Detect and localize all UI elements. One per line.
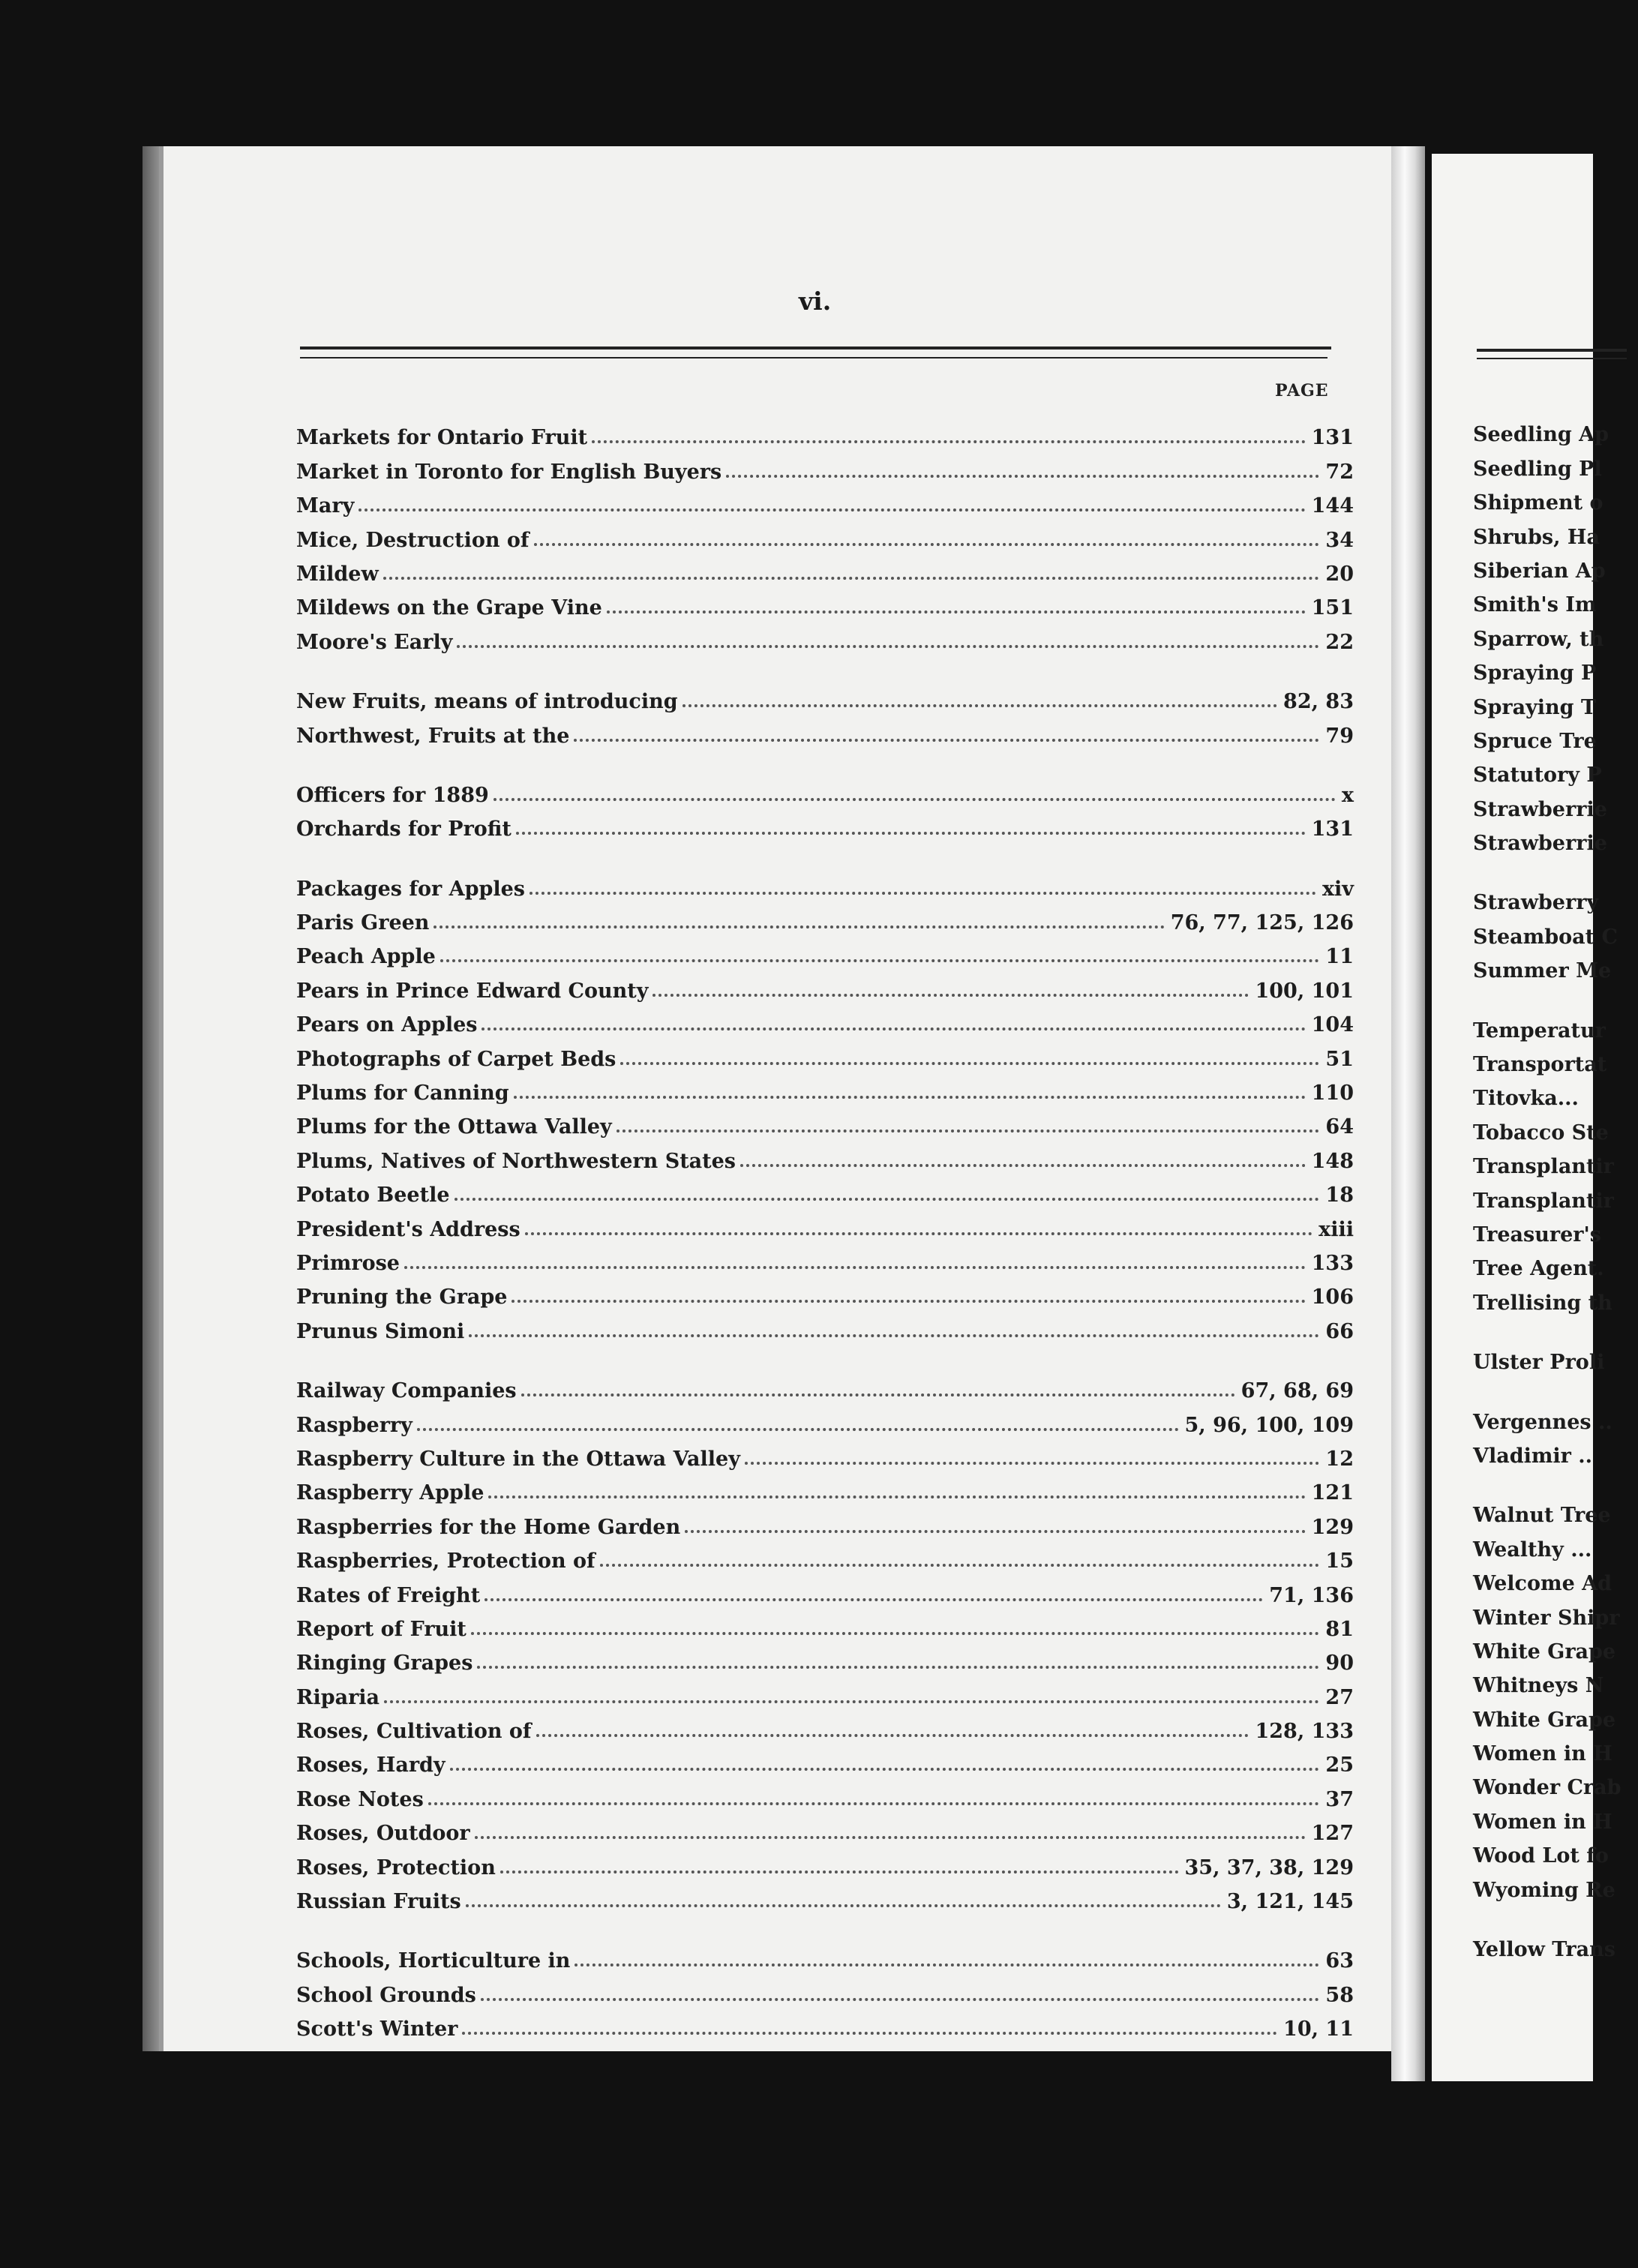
dot-leader [726, 475, 1319, 478]
index-list-right [1473, 411, 1638, 1960]
index-entry-cropped: Transplantir [1473, 1155, 1614, 1179]
index-entry [296, 1401, 1354, 1435]
index-entry [296, 772, 1354, 806]
group-gap [296, 1342, 1354, 1367]
dot-leader [471, 1632, 1320, 1635]
entry-pages: 129 [1311, 1515, 1354, 1539]
page-gutter [1391, 146, 1425, 2081]
dot-leader [417, 1428, 1179, 1431]
entry-pages: 3, 121, 145 [1226, 1890, 1354, 1914]
entry-pages: 12 [1325, 1447, 1354, 1471]
index-entry [296, 2006, 1354, 2042]
entry-title: Market in Toronto for English Buyers [296, 460, 722, 484]
dot-leader [592, 440, 1306, 443]
index-entry [296, 1103, 1354, 1137]
entry-title: Mildews on the Grape Vine [296, 596, 602, 620]
dot-leader [525, 1232, 1312, 1235]
dot-leader [477, 1666, 1319, 1669]
entry-title: Moore's Early [296, 630, 453, 654]
index-entry [296, 550, 1354, 584]
index-entry-cropped: Shipment o [1473, 491, 1604, 515]
entry-pages: 10, 11 [1283, 2018, 1354, 2042]
entry-title: Officers for 1889 [296, 783, 489, 807]
entry-pages: 71, 136 [1269, 1583, 1354, 1607]
index-entry [296, 1307, 1354, 1341]
entry-pages: 90 [1325, 1652, 1354, 1676]
entry-title: Photographs of Carpet Beds [296, 1047, 616, 1071]
index-entry [296, 1742, 1354, 1778]
dot-leader [428, 1802, 1320, 1805]
dot-leader [574, 1964, 1319, 1966]
entry-title: President's Address [296, 1217, 520, 1241]
entry-pages: 133 [1311, 1251, 1354, 1275]
index-entry-cropped: Wonder Crab [1473, 1776, 1622, 1800]
entry-title: Mary [296, 494, 355, 518]
entry-title: Plums for Canning [296, 1082, 509, 1106]
dot-leader [462, 2032, 1277, 2035]
dot-leader [481, 1998, 1320, 2001]
index-entry [296, 1469, 1354, 1503]
dot-leader [488, 1496, 1305, 1498]
entry-title: Rose Notes [296, 1787, 424, 1811]
index-entry-cropped: Wood Lot fo [1473, 1844, 1609, 1868]
entry-title: Rates of Freight [296, 1583, 481, 1607]
index-entry [296, 967, 1354, 1003]
entry-pages: 148 [1311, 1149, 1354, 1173]
entry-title: Packages for Apples [296, 877, 525, 901]
dot-leader [440, 959, 1320, 962]
entry-pages: 22 [1325, 630, 1354, 654]
page-number: vi. [799, 286, 832, 316]
entry-title: Potato Beetle [296, 1184, 450, 1208]
entry-title: Pears in Prince Edward County [296, 979, 649, 1003]
entry-pages: 72 [1325, 460, 1354, 484]
index-entry-cropped: Vladimir .. [1473, 1444, 1593, 1468]
entry-pages: 15 [1325, 1550, 1354, 1574]
index-entry-cropped: Yellow Trans [1473, 1938, 1616, 1962]
group-gap [296, 839, 1354, 865]
entry-title: Paris Green [296, 911, 430, 935]
index-entry-cropped: Women in H [1473, 1742, 1612, 1766]
dot-leader [745, 1462, 1320, 1465]
index-entry-cropped: Strawberrie [1473, 832, 1607, 856]
index-entry [296, 1606, 1354, 1640]
dot-leader [536, 1734, 1250, 1737]
index-entry [296, 618, 1354, 652]
index-entry [296, 1937, 1354, 1971]
entry-title: Raspberries for the Home Garden [296, 1515, 681, 1539]
index-entry [296, 1367, 1354, 1401]
right-header-rule-2 [1477, 358, 1627, 359]
dot-leader [512, 1300, 1305, 1303]
entry-title: Markets for Ontario Fruit [296, 426, 588, 450]
entry-title: Mildew [296, 562, 379, 586]
group-gap [296, 1912, 1354, 1937]
dot-leader [404, 1266, 1306, 1269]
index-entry [296, 1878, 1354, 1912]
index-entry-cropped: Temperatur [1473, 1018, 1606, 1042]
index-entry-cropped: White Grape [1473, 1708, 1616, 1732]
entry-title: Roses, Hardy [296, 1754, 446, 1778]
entry-pages: 37 [1325, 1787, 1354, 1811]
group-gap [296, 746, 1354, 772]
index-entry [296, 414, 1354, 448]
index-entry-cropped: Smith's Im [1473, 593, 1597, 617]
index-entry-cropped: Women in H [1473, 1810, 1612, 1834]
entry-title: Mice, Destruction of [296, 528, 530, 552]
entry-title: Roses, Cultivation of [296, 1720, 532, 1744]
dot-leader [484, 1598, 1263, 1601]
entry-pages: 58 [1325, 1983, 1354, 2007]
index-entry-cropped: Vergennes .. [1473, 1410, 1612, 1434]
dot-leader [434, 926, 1164, 928]
index-entry-cropped: Spruce Tre [1473, 729, 1597, 753]
entry-title: Railway Companies [296, 1379, 517, 1403]
group-gap [1473, 981, 1638, 1006]
index-list-left [296, 414, 1354, 2042]
dot-leader [685, 1530, 1305, 1533]
index-entry-cropped: Seedling Ap [1473, 423, 1609, 447]
index-entry-cropped: White Grape [1473, 1640, 1616, 1664]
index-entry [296, 584, 1354, 618]
index-entry [296, 1640, 1354, 1676]
entry-pages: 76, 77, 125, 126 [1170, 911, 1354, 935]
entry-title: Pears on Apples [296, 1013, 478, 1037]
index-entry [296, 1503, 1354, 1537]
entry-pages: 100, 101 [1255, 979, 1354, 1003]
entry-pages: 104 [1311, 1013, 1354, 1037]
dot-leader [620, 1062, 1319, 1065]
entry-title: Prunus Simoni [296, 1319, 465, 1343]
group-gap [1473, 1900, 1638, 1926]
entry-pages: xiii [1318, 1217, 1354, 1241]
entry-pages: 127 [1311, 1822, 1354, 1846]
index-entry [296, 1775, 1354, 1809]
dot-leader [516, 832, 1306, 835]
entry-title: Schools, Horticulture in [296, 1949, 571, 1973]
index-entry [296, 482, 1354, 516]
index-entry-cropped: Whitneys N [1473, 1674, 1604, 1698]
entry-pages: 121 [1311, 1481, 1354, 1505]
dot-leader [383, 577, 1320, 580]
dot-leader [740, 1164, 1306, 1167]
index-entry [296, 1001, 1354, 1035]
index-entry-cropped: Steamboat C [1473, 925, 1618, 949]
dot-leader [482, 1028, 1305, 1030]
dot-leader [514, 1096, 1306, 1099]
index-entry-cropped: Transportat [1473, 1053, 1607, 1077]
dot-leader [358, 508, 1305, 512]
entry-title: Raspberries, Protection of [296, 1550, 596, 1574]
entry-pages: 51 [1325, 1047, 1354, 1071]
entry-pages: 131 [1311, 818, 1354, 842]
index-entry-cropped: Shrubs, Ha [1473, 525, 1600, 549]
entry-pages: x [1341, 783, 1354, 807]
index-entry-cropped: Titovka... [1473, 1087, 1579, 1111]
entry-pages: 67, 68, 69 [1240, 1379, 1354, 1403]
entry-pages: 64 [1325, 1115, 1354, 1139]
entry-pages: 5, 96, 100, 109 [1184, 1413, 1354, 1437]
index-entry-cropped: Strawberrie [1473, 797, 1607, 821]
index-entry [296, 1137, 1354, 1171]
dot-leader [475, 1836, 1306, 1839]
index-entry-cropped: Spraying P [1473, 662, 1597, 686]
entry-pages: 81 [1325, 1617, 1354, 1641]
index-entry [296, 1810, 1354, 1844]
dot-leader [682, 704, 1277, 707]
group-gap [1473, 1372, 1638, 1398]
index-entry [296, 899, 1354, 933]
entry-title: Peach Apple [296, 945, 436, 969]
entry-title: Raspberry Apple [296, 1481, 484, 1505]
dot-leader [454, 1198, 1320, 1201]
entry-title: School Grounds [296, 1983, 476, 2007]
index-entry-cropped: Spraying T [1473, 695, 1597, 719]
index-entry [296, 516, 1354, 550]
right-page [1429, 154, 1622, 2081]
entry-title: Northwest, Fruits at the [296, 724, 570, 748]
entry-title: Raspberry Culture in the Ottawa Valley [296, 1447, 740, 1471]
entry-pages: 20 [1325, 562, 1354, 586]
dot-leader [384, 1700, 1319, 1703]
index-entry [296, 1673, 1354, 1707]
group-gap [1473, 1466, 1638, 1492]
index-entry [296, 1205, 1354, 1239]
entry-title: Plums, Natives of Northwestern States [296, 1149, 736, 1173]
entry-pages: 110 [1311, 1082, 1354, 1106]
entry-title: Report of Fruit [296, 1617, 466, 1641]
index-entry-cropped: Tobacco Ste [1473, 1120, 1609, 1144]
dot-leader [530, 892, 1316, 895]
dot-leader [457, 645, 1319, 648]
index-entry [296, 1708, 1354, 1742]
entry-title: Scott's Winter [296, 2018, 458, 2042]
index-entry [296, 1844, 1354, 1880]
index-entry [296, 1436, 1354, 1469]
index-entry-cropped: Transplantir [1473, 1189, 1614, 1213]
index-entry-cropped: Wealthy ... [1473, 1538, 1592, 1562]
index-entry [296, 865, 1354, 901]
entry-title: Roses, Protection [296, 1856, 496, 1880]
entry-pages: 66 [1325, 1319, 1354, 1343]
index-entry [296, 933, 1354, 967]
index-entry-cropped: Wyoming Re [1473, 1878, 1616, 1902]
entry-pages: 151 [1311, 596, 1354, 620]
dot-leader [500, 1870, 1179, 1874]
entry-title: New Fruits, means of introducing [296, 690, 678, 714]
right-header-rule [1477, 349, 1627, 352]
group-gap [1473, 854, 1638, 879]
index-entry-cropped: Siberian Ap [1473, 559, 1606, 583]
index-entry [296, 1538, 1354, 1574]
header-rule-top [300, 346, 1331, 350]
index-entry-cropped: Winter Shipr [1473, 1606, 1620, 1630]
dot-leader [652, 994, 1249, 997]
index-entry-cropped: Ulster Proli [1473, 1351, 1605, 1375]
entry-pages: 27 [1325, 1685, 1354, 1709]
index-entry [296, 1571, 1354, 1605]
entry-pages: 18 [1325, 1184, 1354, 1208]
entry-title: Russian Fruits [296, 1890, 461, 1914]
index-entry-cropped: Summer Me [1473, 959, 1612, 983]
entry-pages: 25 [1325, 1754, 1354, 1778]
index-entry [296, 806, 1354, 842]
dot-leader [450, 1768, 1320, 1771]
entry-pages: 11 [1325, 945, 1354, 969]
entry-pages: 63 [1325, 1949, 1354, 1973]
index-entry [296, 1274, 1354, 1310]
dot-leader [616, 1130, 1320, 1132]
index-entry [296, 1172, 1354, 1208]
entry-pages: 106 [1311, 1286, 1354, 1310]
entry-pages: 131 [1311, 426, 1354, 450]
entry-pages: 79 [1325, 724, 1354, 748]
index-entry-cropped: Welcome Ad [1473, 1572, 1612, 1596]
entry-title: Ringing Grapes [296, 1652, 473, 1676]
index-entry [296, 1971, 1354, 2005]
header-rule-bottom [300, 357, 1328, 358]
index-entry-cropped: Walnut Tree [1473, 1504, 1611, 1528]
entry-pages: 144 [1311, 494, 1354, 518]
index-entry-cropped: Trellising th [1473, 1291, 1612, 1315]
entry-title: Plums for the Ottawa Valley [296, 1115, 612, 1139]
entry-pages: 128, 133 [1255, 1720, 1354, 1744]
dot-leader [469, 1334, 1319, 1337]
index-entry [296, 678, 1354, 712]
index-entry-cropped: Strawberry [1473, 891, 1599, 915]
group-gap [1473, 1313, 1638, 1339]
entry-title: Roses, Outdoor [296, 1822, 470, 1846]
index-entry-cropped: Statutory P [1473, 764, 1602, 788]
entry-pages: 34 [1325, 528, 1354, 552]
dot-leader [607, 610, 1306, 614]
entry-pages: 35, 37, 38, 129 [1184, 1856, 1354, 1880]
index-entry [296, 712, 1354, 746]
index-entry [296, 1240, 1354, 1274]
index-entry-cropped: Tree Agent. [1473, 1257, 1604, 1281]
index-entry-cropped: Sparrow, th [1473, 627, 1604, 651]
index-entry [296, 1070, 1354, 1106]
index-entry-cropped: Treasurer's [1473, 1222, 1601, 1246]
entry-title: Primrose [296, 1251, 400, 1275]
entry-title: Riparia [296, 1685, 380, 1709]
dot-leader [600, 1564, 1320, 1567]
index-entry-cropped: Seedling Pl [1473, 457, 1602, 481]
dot-leader [534, 543, 1320, 546]
entry-title: Raspberry [296, 1413, 412, 1437]
dot-leader [521, 1394, 1235, 1396]
dot-leader [494, 798, 1336, 801]
index-entry [296, 448, 1354, 482]
entry-pages: 82, 83 [1283, 690, 1354, 714]
dot-leader [574, 739, 1319, 742]
page-column-header: PAGE [1275, 381, 1329, 400]
entry-title: Pruning the Grape [296, 1286, 508, 1310]
dot-leader [466, 1904, 1221, 1907]
entry-pages: xiv [1322, 877, 1354, 901]
index-entry [296, 1035, 1354, 1069]
entry-title: Orchards for Profit [296, 818, 512, 842]
group-gap [296, 652, 1354, 678]
